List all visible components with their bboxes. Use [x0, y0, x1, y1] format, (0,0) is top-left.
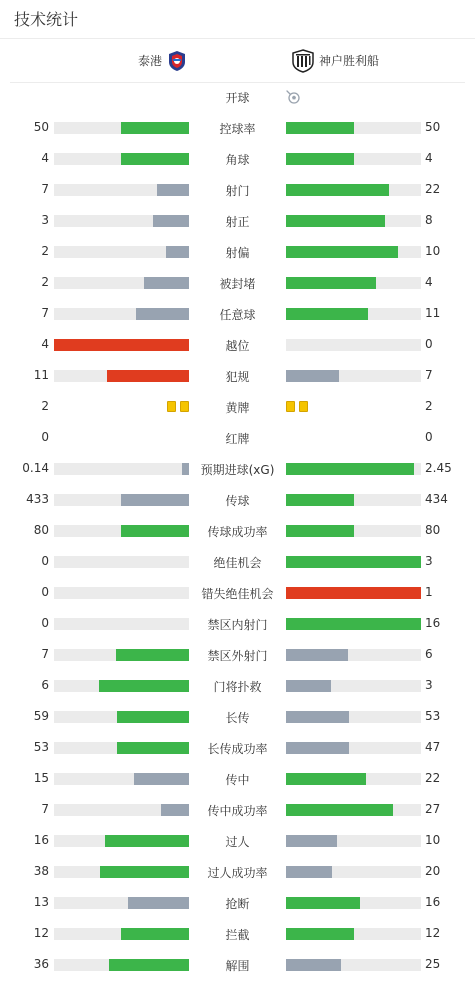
away-bar-track [286, 122, 421, 134]
home-bar-fill [99, 680, 189, 692]
home-bar-track [54, 246, 189, 258]
home-bar-fill [105, 835, 189, 847]
stat-label: 传中成功率 [207, 804, 268, 818]
away-team-logo-icon[interactable] [292, 49, 314, 73]
away-bar-track [286, 866, 421, 878]
away-bar-fill [286, 246, 398, 258]
home-bar-fill [117, 711, 189, 723]
away-bar-fill [286, 370, 339, 382]
home-bar-track [54, 897, 189, 909]
away-value: 2 [425, 399, 433, 413]
home-value: 4 [41, 151, 49, 165]
away-value: 8 [425, 213, 433, 227]
away-bar-fill [286, 804, 393, 816]
stat-row [0, 893, 475, 913]
home-value: 12 [33, 926, 49, 940]
away-bar-fill [286, 184, 389, 196]
stat-row [0, 552, 475, 572]
home-bar-fill [100, 866, 189, 878]
home-bar-track [54, 308, 189, 320]
away-bar-track [286, 370, 421, 382]
away-bar-track [286, 804, 421, 816]
home-value: 2 [41, 275, 49, 289]
away-bar-track [286, 556, 421, 568]
teams-header [0, 46, 475, 76]
home-bar-track [54, 277, 189, 289]
away-value: 25 [425, 957, 441, 971]
yellow-card-icon [299, 401, 308, 412]
stat-row [0, 242, 475, 262]
home-value: 53 [33, 740, 49, 754]
stat-row [0, 366, 475, 386]
away-bar-track [286, 928, 421, 940]
stat-row [0, 180, 475, 200]
stat-row [0, 459, 475, 479]
stat-row [0, 397, 475, 417]
away-value: 434 [425, 492, 448, 506]
home-value: 0.14 [22, 461, 49, 475]
stat-label: 射正 [225, 215, 250, 229]
stat-label: 过人成功率 [207, 866, 268, 880]
stat-label: 任意球 [219, 308, 256, 322]
home-bar-fill [109, 959, 189, 971]
home-bar-track [54, 494, 189, 506]
stat-label: 传球成功率 [207, 525, 268, 539]
stat-row [0, 676, 475, 696]
away-value: 4 [425, 275, 433, 289]
home-bar-track [54, 959, 189, 971]
stat-row [0, 614, 475, 634]
away-bar-fill [286, 494, 354, 506]
stat-label: 过人 [225, 835, 250, 849]
away-bar-track [286, 959, 421, 971]
stat-label: 越位 [225, 339, 250, 353]
home-team-name[interactable]: 泰港 [137, 54, 162, 68]
away-value: 16 [425, 895, 441, 909]
home-bar-fill [121, 153, 189, 165]
stat-label: 拦截 [225, 928, 250, 942]
home-value: 7 [41, 647, 49, 661]
stat-label: 长传 [225, 711, 250, 725]
away-value: 7 [425, 368, 433, 382]
stat-label: 禁区内射门 [207, 618, 268, 632]
away-bar-fill [286, 773, 366, 785]
stat-label: 门将扑救 [213, 680, 262, 694]
away-bar-fill [286, 959, 341, 971]
home-bar-fill [54, 339, 189, 351]
home-value: 6 [41, 678, 49, 692]
kickoff-row [0, 87, 475, 107]
home-bar-fill [117, 742, 189, 754]
away-bar-track [286, 618, 421, 630]
stat-row [0, 149, 475, 169]
home-bar-track [54, 587, 189, 599]
away-bar-track [286, 835, 421, 847]
away-bar-track [286, 246, 421, 258]
away-bar-fill [286, 153, 354, 165]
home-bar-track [54, 835, 189, 847]
stat-row [0, 955, 475, 975]
home-bar-fill [107, 370, 189, 382]
home-bar-track [54, 153, 189, 165]
home-bar-track [54, 556, 189, 568]
teams-divider [10, 82, 465, 83]
stat-row [0, 118, 475, 138]
home-bar-track [54, 649, 189, 661]
stat-row [0, 645, 475, 665]
stat-label: 犯规 [225, 370, 250, 384]
stat-row [0, 335, 475, 355]
away-bar-track [286, 649, 421, 661]
stat-label: 黄牌 [225, 401, 250, 415]
stat-row [0, 924, 475, 944]
away-bar-track [286, 153, 421, 165]
away-value: 0 [425, 337, 433, 351]
home-bar-fill [121, 928, 189, 940]
away-bar-fill [286, 215, 385, 227]
page-title: 技术统计 [14, 10, 79, 29]
away-bar-track [286, 339, 421, 351]
home-bar-track [54, 525, 189, 537]
home-bar-fill [161, 804, 189, 816]
home-value: 0 [41, 430, 49, 444]
away-bar-track [286, 525, 421, 537]
away-bar-fill [286, 866, 332, 878]
stat-label: 解围 [225, 959, 250, 973]
stat-row [0, 273, 475, 293]
home-bar-track [54, 742, 189, 754]
home-value: 36 [33, 957, 49, 971]
away-bar-fill [286, 835, 337, 847]
home-bar-fill [121, 525, 189, 537]
home-bar-track [54, 804, 189, 816]
away-bar-track [286, 680, 421, 692]
stat-label: 绝佳机会 [213, 556, 262, 570]
home-value: 0 [41, 585, 49, 599]
away-bar-fill [286, 122, 354, 134]
away-bar-fill [286, 711, 349, 723]
away-bar-fill [286, 587, 421, 599]
home-bar-track [54, 463, 189, 475]
home-value: 50 [33, 120, 49, 134]
home-value: 7 [41, 802, 49, 816]
home-bar-fill [134, 773, 189, 785]
away-bar-track [286, 711, 421, 723]
away-bar-fill [286, 680, 331, 692]
home-value: 0 [41, 554, 49, 568]
away-value: 47 [425, 740, 441, 754]
home-value: 3 [41, 213, 49, 227]
home-bar-track [54, 215, 189, 227]
away-value: 80 [425, 523, 441, 537]
yellow-card-icon [180, 401, 189, 412]
stat-label: 传球 [225, 494, 250, 508]
home-bar-fill [166, 246, 189, 258]
stat-label: 长传成功率 [207, 742, 268, 756]
stat-row [0, 831, 475, 851]
home-bar-fill [182, 463, 189, 475]
stat-label: 被封堵 [219, 277, 256, 291]
away-bar-fill [286, 525, 354, 537]
away-value: 53 [425, 709, 441, 723]
stat-row [0, 521, 475, 541]
away-value: 6 [425, 647, 433, 661]
away-bar-fill [286, 308, 368, 320]
stat-label: 预期进球(xG) [200, 463, 275, 477]
away-yellow-cards [286, 401, 308, 412]
stat-row [0, 428, 475, 448]
away-value: 10 [425, 833, 441, 847]
home-bar-track [54, 122, 189, 134]
stat-row [0, 583, 475, 603]
home-bar-fill [116, 649, 189, 661]
away-bar-fill [286, 618, 421, 630]
home-bar-fill [128, 897, 189, 909]
home-bar-fill [153, 215, 189, 227]
away-bar-fill [286, 928, 354, 940]
away-value: 16 [425, 616, 441, 630]
stat-row [0, 769, 475, 789]
home-bar-track [54, 711, 189, 723]
home-value: 7 [41, 182, 49, 196]
stat-row [0, 862, 475, 882]
stat-row [0, 304, 475, 324]
away-value: 27 [425, 802, 441, 816]
home-value: 38 [33, 864, 49, 878]
stat-label: 禁区外射门 [207, 649, 268, 663]
away-bar-fill [286, 742, 349, 754]
home-value: 7 [41, 306, 49, 320]
away-value: 20 [425, 864, 441, 878]
away-bar-fill [286, 556, 421, 568]
stat-label: 射门 [225, 184, 250, 198]
home-bar-track [54, 370, 189, 382]
away-value: 50 [425, 120, 441, 134]
away-bar-fill [286, 463, 414, 475]
away-value: 0 [425, 430, 433, 444]
home-value: 11 [33, 368, 49, 382]
home-bar-fill [121, 494, 189, 506]
stat-label: 开球 [225, 91, 250, 105]
away-bar-track [286, 742, 421, 754]
kickoff-icon [286, 90, 300, 104]
away-value: 4 [425, 151, 433, 165]
away-bar-track [286, 587, 421, 599]
stat-row [0, 800, 475, 820]
stat-label: 角球 [225, 153, 250, 167]
away-bar-track [286, 463, 421, 475]
stat-label: 错失绝佳机会 [201, 587, 274, 601]
home-bar-track [54, 184, 189, 196]
home-value: 16 [33, 833, 49, 847]
away-bar-track [286, 308, 421, 320]
home-bar-fill [136, 308, 189, 320]
away-bar-track [286, 494, 421, 506]
home-bar-track [54, 618, 189, 630]
away-bar-track [286, 773, 421, 785]
away-team-name[interactable]: 神户胜利船 [319, 54, 380, 68]
away-bar-track [286, 184, 421, 196]
away-bar-fill [286, 649, 348, 661]
away-value: 1 [425, 585, 433, 599]
home-value: 4 [41, 337, 49, 351]
away-value: 3 [425, 554, 433, 568]
yellow-card-icon [286, 401, 295, 412]
home-yellow-cards [167, 401, 189, 412]
stat-row [0, 738, 475, 758]
home-bar-track [54, 339, 189, 351]
home-bar-track [54, 928, 189, 940]
away-value: 2.45 [425, 461, 452, 475]
away-value: 22 [425, 182, 441, 196]
home-team-logo-icon[interactable] [168, 50, 186, 72]
home-bar-track [54, 680, 189, 692]
home-value: 2 [41, 399, 49, 413]
away-bar-track [286, 215, 421, 227]
away-value: 22 [425, 771, 441, 785]
home-value: 13 [33, 895, 49, 909]
home-value: 59 [33, 709, 49, 723]
away-value: 11 [425, 306, 441, 320]
away-value: 3 [425, 678, 433, 692]
home-value: 80 [33, 523, 49, 537]
home-bar-fill [121, 122, 189, 134]
home-bar-fill [157, 184, 189, 196]
away-value: 12 [425, 926, 441, 940]
stat-row [0, 490, 475, 510]
away-bar-fill [286, 897, 360, 909]
stat-label: 射偏 [225, 246, 250, 260]
home-value: 15 [33, 771, 49, 785]
home-value: 433 [26, 492, 49, 506]
home-value: 0 [41, 616, 49, 630]
home-bar-track [54, 773, 189, 785]
away-bar-fill [286, 277, 376, 289]
title-divider [0, 38, 475, 39]
stat-row [0, 707, 475, 727]
stat-label: 控球率 [219, 122, 256, 136]
stat-label: 红牌 [225, 432, 250, 446]
away-value: 10 [425, 244, 441, 258]
home-value: 2 [41, 244, 49, 258]
home-bar-track [54, 866, 189, 878]
away-bar-track [286, 897, 421, 909]
yellow-card-icon [167, 401, 176, 412]
stat-label: 传中 [225, 773, 250, 787]
home-bar-fill [144, 277, 189, 289]
stat-row [0, 211, 475, 231]
stat-label: 抢断 [225, 897, 250, 911]
away-bar-track [286, 277, 421, 289]
